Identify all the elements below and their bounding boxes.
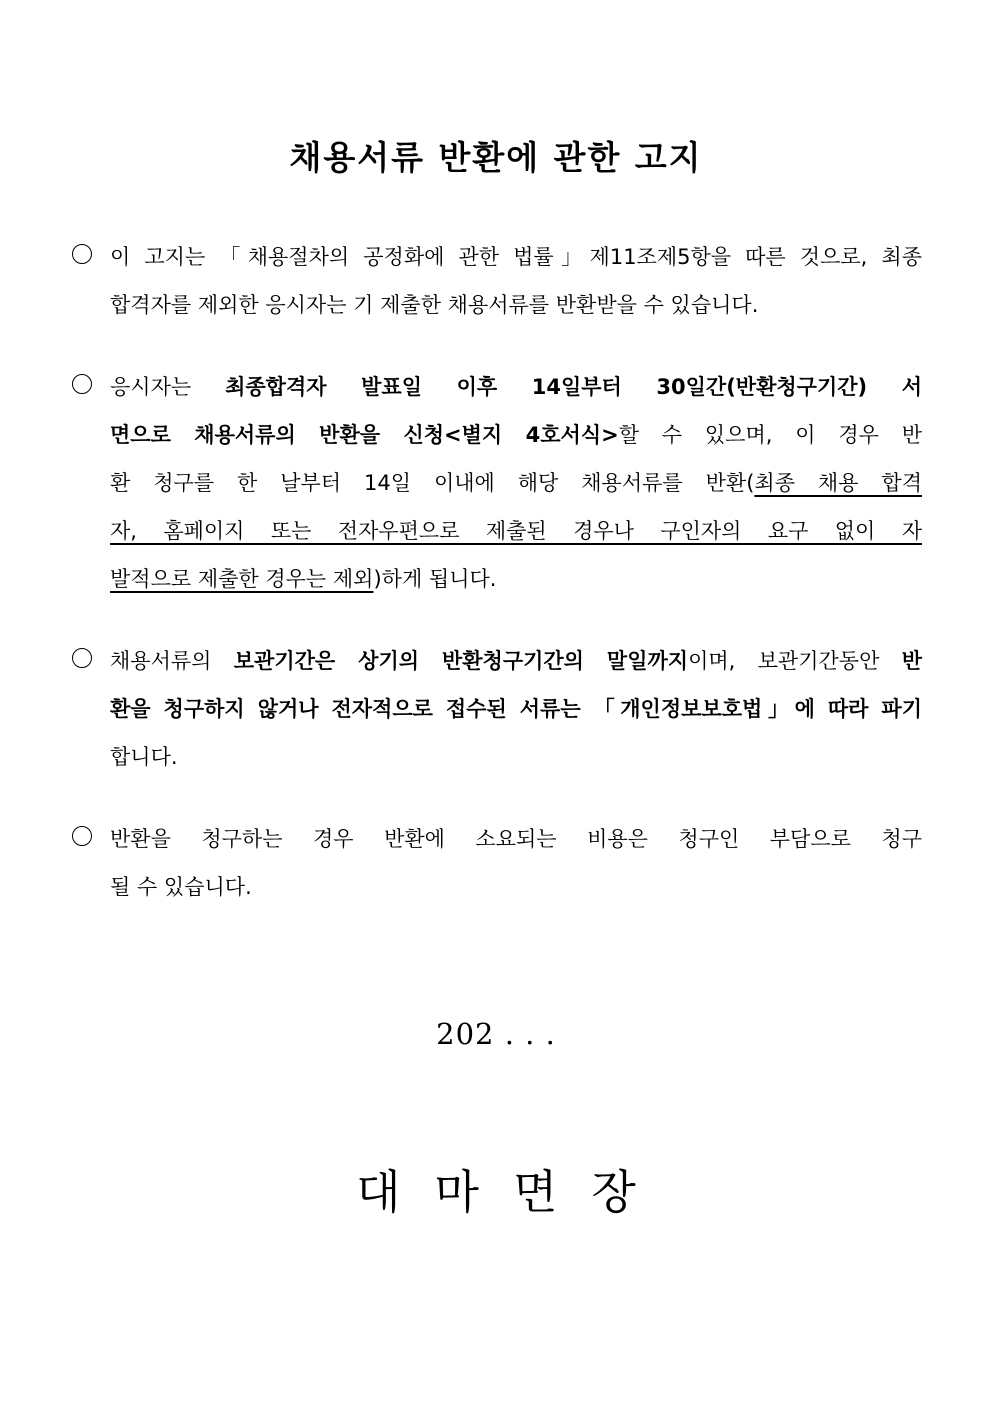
circle-bullet-icon [72, 244, 92, 264]
notice-line [110, 692, 922, 740]
text-segment: 환을 청구하지 않거나 전자적으로 접수된 서류는 「개인정보보호법」에 따라 파기 [110, 697, 922, 721]
notice-line [110, 562, 922, 610]
notice-line [110, 240, 922, 288]
text-segment: 반환을 청구하는 경우 반환에 소요되는 비용은 청구인 부담으로 청구 [110, 827, 922, 851]
notice-line [110, 288, 922, 336]
text-segment: 합격자를 제외한 응시자는 기 제출한 채용서류를 반환받을 수 있습니다. [110, 293, 759, 317]
notice-line [110, 644, 922, 692]
notice-item-4-text [72, 822, 922, 918]
text-segment: )하게 됩니다. [373, 567, 497, 591]
text-segment: 될 수 있습니다. [110, 875, 252, 899]
notice-line [110, 740, 922, 788]
text-segment: 최종합격자 발표일 이후 14일부터 30일간(반환청구기간) 서 [225, 375, 922, 399]
notice-line [110, 514, 922, 562]
notice-item-1 [72, 240, 922, 336]
notice-item-2-text [72, 370, 922, 610]
text-segment: 발적으로 제출한 경우는 제외 [110, 567, 374, 591]
document-title: 채용서류 반환에 관한 고지 [289, 138, 703, 177]
text-segment: 이며, 보관기간동안 [688, 649, 902, 673]
text-segment: 이 고지는 「채용절차의 공정화에 관한 법률」제11조제5항을 따른 것으로, 최종 [110, 245, 922, 269]
notice-line [110, 870, 922, 918]
circle-bullet-icon [72, 826, 92, 846]
text-segment: 채용서류의 [110, 649, 234, 673]
notice-line [110, 418, 922, 466]
notice-item-3 [72, 644, 922, 788]
signer-name: 대마면장 [356, 1165, 670, 1219]
circle-bullet-icon [72, 648, 92, 668]
text-segment: 합니다. [110, 745, 178, 769]
text-segment: 면으로 채용서류의 반환을 신청<별지 4호서식> [110, 423, 619, 447]
notice-line [110, 370, 922, 418]
notice-item-3-text [72, 644, 922, 788]
text-segment: 환 청구를 한 날부터 14일 이내에 해당 채용서류를 반환( [110, 471, 755, 495]
text-segment: 자, 홈페이지 또는 전자우편으로 제출된 경우나 구인자의 요구 없이 자 [110, 519, 922, 543]
circle-bullet-icon [72, 374, 92, 394]
notice-line [110, 822, 922, 870]
text-segment: 할 수 있으며, 이 경우 반 [618, 423, 922, 447]
text-segment: 보관기간은 상기의 반환청구기간의 말일까지 [233, 649, 689, 673]
text-segment: 반 [901, 649, 922, 673]
notice-item-2 [72, 370, 922, 610]
document-date: 202 . . . [436, 1017, 556, 1051]
notice-line [110, 466, 922, 514]
text-segment: 응시자는 [110, 375, 226, 399]
text-segment: 최종 채용 합격 [754, 471, 922, 495]
notice-item-1-text [72, 240, 922, 336]
notice-item-4 [72, 822, 922, 918]
